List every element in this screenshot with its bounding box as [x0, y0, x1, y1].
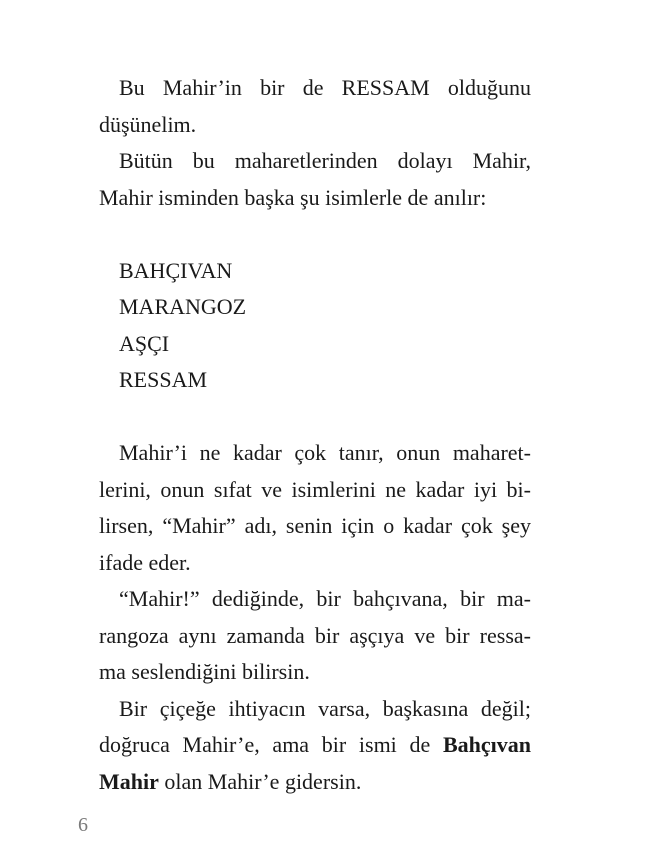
- bold-term-bahcivan: Bahçıvan: [442, 732, 531, 757]
- paragraph-4-line-2: rangoza aynı zamanda bir aşçıya ve bir ressa-: [99, 622, 531, 648]
- list-item: AŞÇI: [119, 330, 170, 356]
- page-number: 6: [78, 814, 88, 836]
- paragraph-5-line-1: Bir çiçeğe ihtiyacın varsa, başkasına değil;: [119, 695, 531, 721]
- paragraph-2: [99, 143, 531, 216]
- blank-line: [99, 399, 531, 436]
- paragraph-4-line-3: ma seslendiğini bilirsin.: [99, 659, 310, 684]
- paragraph-5-line-3-text: olan Mahir’e gidersin.: [158, 768, 362, 794]
- paragraph-4-line-1: “Mahir!” dediğinde, bir bahçıvana, bir ma-: [119, 586, 531, 611]
- paragraph-3-line-3: lirsen, “Mahir” adı, senin için o kadar çok şey: [99, 513, 531, 538]
- paragraph-5-line-2-text: doğruca Mahir’e, ama bir ismi de: [99, 732, 443, 757]
- paragraph-1-line-1: Bu Mahir’in bir de RESSAM olduğunu: [119, 75, 531, 100]
- paragraph-2-line-1: Bütün bu maharetlerinden dolayı Mahir,: [119, 148, 531, 173]
- bold-term-mahir: Mahir: [99, 768, 159, 794]
- list-item: MARANGOZ: [119, 294, 247, 319]
- paragraph-3-line-2: lerini, onun sıfat ve isimlerini ne kadar iyi bi-: [99, 476, 531, 502]
- page-body: [99, 70, 531, 800]
- blank-line: [99, 216, 531, 253]
- paragraph-4: [99, 581, 531, 691]
- list-item: BAHÇIVAN: [119, 257, 233, 283]
- paragraph-1: [99, 70, 531, 143]
- name-list: [99, 253, 531, 399]
- paragraph-3: [99, 435, 531, 581]
- paragraph-3-line-1: Mahir’i ne kadar çok tanır, onun maharet-: [119, 440, 531, 465]
- paragraph-5-line-3: [99, 764, 531, 801]
- paragraph-2-line-2: Mahir isminden başka şu isimlerle de anılır:: [99, 184, 487, 210]
- paragraph-5-line-2: [99, 727, 531, 764]
- paragraph-3-line-4: ifade eder.: [99, 549, 191, 575]
- list-item: RESSAM: [119, 367, 208, 392]
- paragraph-1-line-2: düşünelim.: [99, 111, 197, 137]
- paragraph-5: [99, 691, 531, 801]
